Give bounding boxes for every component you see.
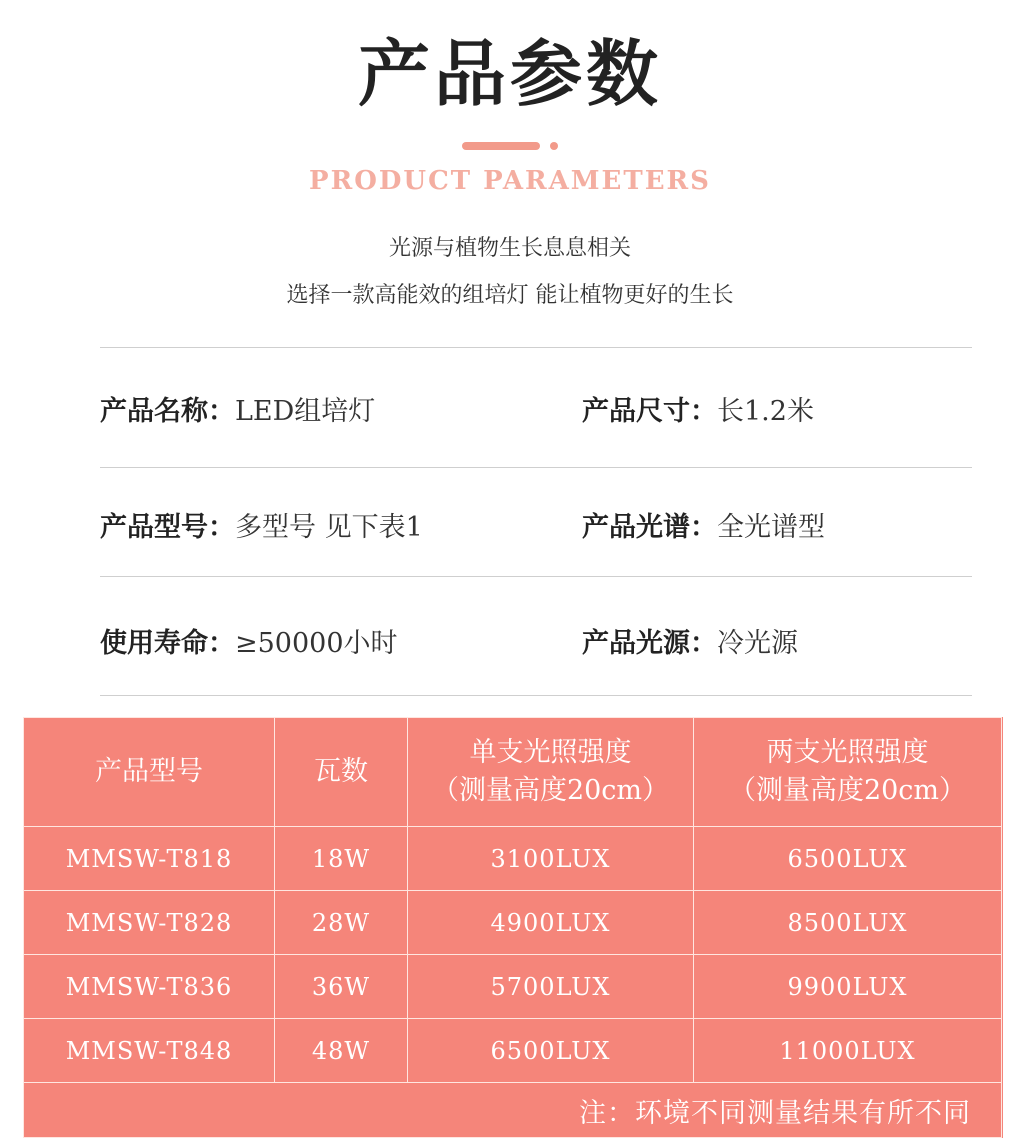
cell-single-lux: 6500LUX — [408, 1019, 694, 1083]
cell-model: MMSW-T828 — [24, 891, 275, 955]
param-value: 长1.2米 — [717, 396, 814, 427]
cell-wattage: 18W — [275, 827, 408, 891]
param-product-spectrum — [582, 510, 825, 546]
english-subtitle: PRODUCT PARAMETERS — [309, 166, 711, 196]
param-product-model — [100, 510, 423, 546]
header-single-intensity: 单支光照强度 （测量高度20cm） — [408, 718, 694, 827]
param-value: LED组培灯 — [235, 396, 376, 427]
header-wattage: 瓦数 — [275, 718, 408, 827]
table-note: 注：环境不同测量结果有所不同 — [24, 1083, 1002, 1138]
cell-double-lux: 9900LUX — [694, 955, 1002, 1019]
param-label: 产品光源： — [582, 628, 717, 659]
header-double-intensity: 两支光照强度 （测量高度20cm） — [694, 718, 1002, 827]
table-header-row — [24, 718, 1002, 827]
cell-double-lux: 6500LUX — [694, 827, 1002, 891]
cell-model: MMSW-T836 — [24, 955, 275, 1019]
divider-line — [100, 576, 972, 577]
param-value: 全光谱型 — [717, 512, 825, 543]
table-row — [24, 955, 1002, 1019]
param-label: 产品光谱： — [582, 512, 717, 543]
cell-single-lux: 3100LUX — [408, 827, 694, 891]
param-light-source — [582, 626, 798, 662]
param-value: ≥50000小时 — [235, 628, 398, 659]
table-row — [24, 1019, 1002, 1083]
cell-wattage: 36W — [275, 955, 408, 1019]
param-product-name — [100, 394, 375, 430]
cell-double-lux: 8500LUX — [694, 891, 1002, 955]
spec-table — [23, 717, 1003, 1138]
intro-line-1: 光源与植物生长息息相关 — [388, 236, 631, 261]
divider-bar — [462, 142, 540, 150]
divider-dot — [550, 142, 558, 150]
cell-double-lux: 11000LUX — [694, 1019, 1002, 1083]
cell-model: MMSW-T848 — [24, 1019, 275, 1083]
table-row — [24, 891, 1002, 955]
title-divider — [0, 141, 1020, 151]
param-product-size — [582, 394, 814, 430]
param-value: 多型号 见下表1 — [235, 512, 423, 543]
param-label: 使用寿命： — [100, 628, 235, 659]
cell-model: MMSW-T818 — [24, 827, 275, 891]
table-note-row — [24, 1083, 1002, 1138]
param-label: 产品尺寸： — [582, 396, 717, 427]
cell-single-lux: 4900LUX — [408, 891, 694, 955]
intro-line-2: 选择一款高能效的组培灯 能让植物更好的生长 — [286, 283, 734, 308]
cell-wattage: 48W — [275, 1019, 408, 1083]
page-title: 产品参数 — [357, 32, 662, 116]
header-model: 产品型号 — [24, 718, 275, 827]
param-label: 产品型号： — [100, 512, 235, 543]
cell-wattage: 28W — [275, 891, 408, 955]
param-lifespan — [100, 626, 398, 662]
divider-line — [100, 695, 972, 696]
param-value: 冷光源 — [717, 628, 798, 659]
cell-single-lux: 5700LUX — [408, 955, 694, 1019]
divider-line — [100, 467, 972, 468]
param-label: 产品名称： — [100, 396, 235, 427]
table-row — [24, 827, 1002, 891]
divider-line — [100, 347, 972, 348]
